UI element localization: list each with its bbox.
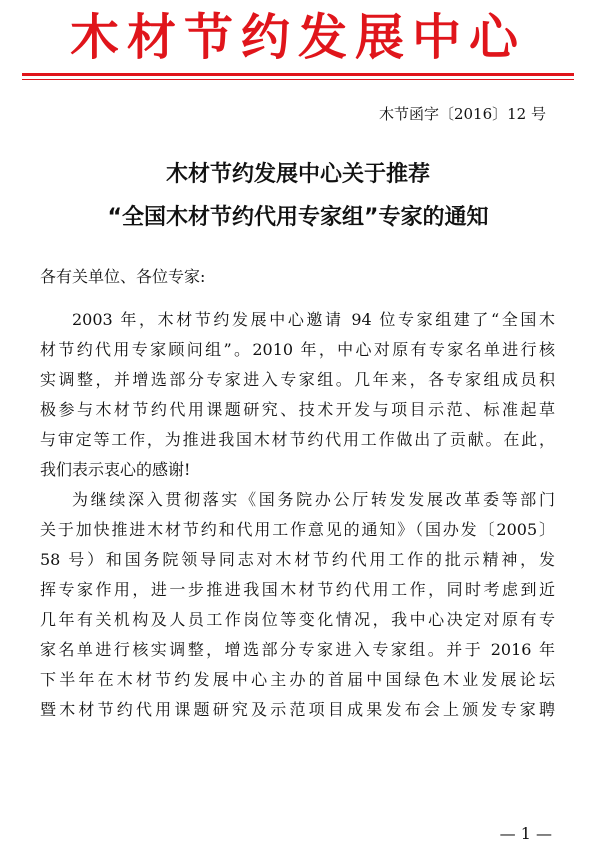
org-header: 木材节约发展中心 [69, 8, 526, 66]
body-line: 几年有关机构及人员工作岗位等变化情况，我中心决定对原有专 [40, 610, 555, 629]
red-rule-thick [22, 73, 574, 76]
body-line: 关于加快推进木材节约和代用工作意见的通知》（国办发〔2005〕 [40, 520, 555, 539]
salutation: 各有关单位、各位专家: [40, 267, 206, 286]
body-line: 58 号）和国务院领导同志对木材节约代用工作的批示精神，发 [40, 550, 555, 569]
title-line-1: 木材节约发展中心关于推荐 [165, 162, 430, 187]
body-line: 2003 年，木材节约发展中心邀请 94 位专家组建了“全国木 [72, 310, 555, 329]
body-line: 材节约代用专家顾问组”。2010 年，中心对原有专家名单进行核 [40, 340, 555, 359]
body-line: 与审定等工作，为推进我国木材节约代用工作做出了贡献。在此， [40, 430, 555, 449]
body-line: 挥专家作用，进一步推进我国木材节约代用工作，同时考虑到近 [40, 580, 555, 599]
title-line-2: “全国木材节约代用专家组”专家的通知 [107, 205, 489, 230]
body-line: 实调整，并增选部分专家进入专家组。几年来，各专家组成员积 [40, 370, 555, 389]
doc-number: 木节函字〔2016〕12 号 [378, 105, 546, 123]
page-number: — 1 — [499, 824, 552, 843]
red-rule-thin [22, 79, 574, 80]
body-line: 下半年在木材节约发展中心主办的首届中国绿色木业发展论坛 [40, 670, 555, 689]
body-text [40, 305, 555, 725]
body-line: 家名单进行核实调整，增选部分专家进入专家组。并于 2016 年 [40, 640, 555, 659]
body-line: 为继续深入贯彻落实《国务院办公厅转发发展改革委等部门 [72, 490, 555, 509]
body-line: 极参与木材节约代用课题研究、技术开发与项目示范、标准起草 [40, 400, 555, 419]
body-line: 暨木材节约代用课题研究及示范项目成果发布会上颁发专家聘 [40, 700, 555, 719]
body-line: 我们表示衷心的感谢! [40, 460, 191, 479]
